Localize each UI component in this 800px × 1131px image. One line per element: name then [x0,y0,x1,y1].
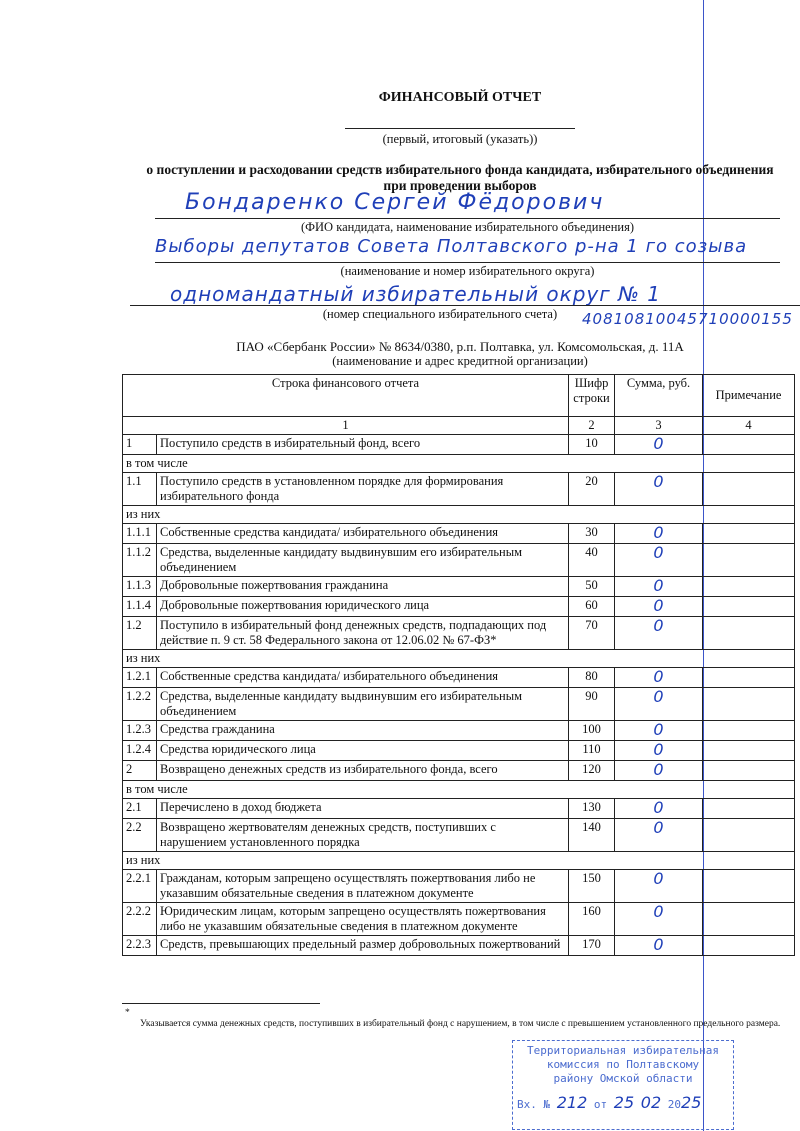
header-code: Шифр строки [569,375,615,417]
row-number: 2.2.2 [123,903,157,936]
table-row [123,577,795,597]
col-number: 2 [569,417,615,435]
row-code: 140 [569,819,615,852]
row-label: Возвращено жертвователям денежных средств, поступивших с нарушением установленного порядка [157,819,569,852]
table-row [123,524,795,544]
row-label: Перечислено в доход бюджета [157,799,569,819]
table-row [123,544,795,577]
sum-handwritten: 0 [653,798,664,817]
table-row [123,819,795,852]
sum-handwritten: 0 [653,596,664,615]
sum-handwritten: 0 [653,760,664,779]
table-subheader-row [123,650,795,668]
subheader-label: из них [123,852,795,870]
bank-name: ПАО «Сбербанк России» № 8634/0380, р.п. Полтавка, ул. Комсомольская, д. 11А [236,339,684,354]
sum-handwritten: 0 [653,902,664,921]
sum-handwritten: 0 [653,687,664,706]
row-number: 2.2 [123,819,157,852]
sum-handwritten: 0 [653,472,664,491]
footnote-separator [122,1003,320,1004]
row-sum [615,688,703,721]
subtitle-line1: о поступлении и расходовании средств избирательного фонда кандидата, избирательного объединения [146,162,774,177]
row-sum [615,668,703,688]
row-code: 90 [569,688,615,721]
stamp-date-day: 25 [613,1093,635,1112]
row-number: 1.1.3 [123,577,157,597]
subheader-label: из них [123,506,795,524]
row-note [703,668,795,688]
table-row [123,617,795,650]
row-number: 1.2.3 [123,721,157,741]
table-body [123,435,795,956]
table-row [123,473,795,506]
row-label: Возвращено денежных средств из избирательного фонда, всего [157,761,569,781]
row-note [703,597,795,617]
sum-handwritten: 0 [653,434,664,453]
row-label: Поступило в избирательный фонд денежных средств, подпадающих под действие п. 9 ст. 58 Федерального закона от 12.06.02 № 67-ФЗ* [157,617,569,650]
row-sum [615,721,703,741]
header-note: Примечание [703,375,795,417]
col-number: 1 [123,417,569,435]
row-number: 1 [123,435,157,455]
row-label: Средства, выделенные кандидату выдвинувшим его избирательным объединением [157,544,569,577]
row-note [703,617,795,650]
election-line [155,262,780,263]
candidate-line [155,218,780,219]
report-type-line [345,128,575,129]
row-code: 20 [569,473,615,506]
sum-handwritten: 0 [653,869,664,888]
row-label: Средства, выделенные кандидату выдвинувшим его избирательным объединением [157,688,569,721]
table-row [123,668,795,688]
stamp-date-label: от [593,1098,608,1111]
stamp-year-suffix: 25 [681,1093,702,1112]
row-number: 2 [123,761,157,781]
row-label: Добровольные пожертвования юридического лица [157,597,569,617]
stamp-in-number: 212 [556,1093,588,1112]
header-line: Строка финансового отчета [123,375,569,417]
row-note [703,819,795,852]
table-row [123,741,795,761]
footnote-mark: * [125,1008,130,1018]
row-note [703,799,795,819]
row-note [703,688,795,721]
header-sum: Сумма, руб. [615,375,703,417]
row-note [703,473,795,506]
row-label: Поступило средств в установленном порядке для формирования избирательного фонда [157,473,569,506]
table-row [123,903,795,936]
table-row [123,936,795,956]
table-subheader-row [123,781,795,799]
row-note [703,524,795,544]
row-sum [615,597,703,617]
row-number: 1.1.1 [123,524,157,544]
row-sum [615,544,703,577]
district-name-handwritten: одномандатный избирательный округ № 1 [170,282,662,306]
row-code: 80 [569,668,615,688]
subtitle-line2: при проведении выборов [383,178,537,193]
sum-handwritten: 0 [653,740,664,759]
row-code: 150 [569,870,615,903]
table-row [123,870,795,903]
table-row [123,597,795,617]
row-label: Поступило средств в избирательный фонд, всего [157,435,569,455]
row-label: Собственные средства кандидата/ избирательного объединения [157,668,569,688]
account-number-handwritten: 40810810045710000155 [582,310,793,328]
sum-handwritten: 0 [653,616,664,635]
row-sum [615,799,703,819]
table-row [123,435,795,455]
registration-stamp [512,1040,734,1130]
row-sum [615,524,703,544]
account-line [130,305,800,306]
row-label: Средства гражданина [157,721,569,741]
col-number: 4 [703,417,795,435]
row-note [703,903,795,936]
row-note [703,936,795,956]
stamp-registration [517,1093,729,1112]
table-row [123,688,795,721]
stamp-line: району Омской области [553,1072,693,1085]
row-number: 1.1 [123,473,157,506]
row-code: 170 [569,936,615,956]
row-sum [615,870,703,903]
row-number: 2.2.3 [123,936,157,956]
sum-handwritten: 0 [653,576,664,595]
stamp-year-prefix: 20 [667,1098,682,1111]
column-number-row [123,417,795,435]
row-number: 1.2.4 [123,741,157,761]
stamp-date-month: 02 [640,1093,662,1112]
row-code: 70 [569,617,615,650]
election-caption: (наименование и номер избирательного округа) [340,264,595,278]
row-code: 100 [569,721,615,741]
row-number: 2.2.1 [123,870,157,903]
row-code: 120 [569,761,615,781]
row-sum [615,903,703,936]
row-note [703,721,795,741]
sum-handwritten: 0 [653,818,664,837]
row-code: 10 [569,435,615,455]
row-label: Средства юридического лица [157,741,569,761]
table-row [123,799,795,819]
subheader-label: в том числе [123,455,795,473]
table-header-row [123,375,795,417]
row-code: 130 [569,799,615,819]
table-row [123,721,795,741]
row-number: 1.1.2 [123,544,157,577]
row-sum [615,819,703,852]
row-number: 1.2 [123,617,157,650]
row-label: Юридическим лицам, которым запрещено осуществлять пожертвования либо не указавшим обязательные сведения в платежном документе [157,903,569,936]
row-sum [615,435,703,455]
sum-handwritten: 0 [653,720,664,739]
sum-handwritten: 0 [653,667,664,686]
sum-handwritten: 0 [653,543,664,562]
stamp-line: комиссия по Полтавскому [546,1058,700,1071]
row-note [703,544,795,577]
row-label: Гражданам, которым запрещено осуществлять пожертвования либо не указавшим обязательные сведения в платежном документе [157,870,569,903]
row-number: 1.2.1 [123,668,157,688]
row-note [703,435,795,455]
financial-table [122,374,795,956]
row-code: 160 [569,903,615,936]
bank-caption: (наименование и адрес кредитной организации) [332,354,588,368]
row-code: 60 [569,597,615,617]
table-subheader-row [123,852,795,870]
row-sum [615,473,703,506]
footnote-text: Указывается сумма денежных средств, поступивших в избирательный фонд с нарушением, в том числе с превышением установленного предельного размера. [140,1019,781,1029]
row-label: Добровольные пожертвования гражданина [157,577,569,597]
row-sum [615,936,703,956]
row-number: 2.1 [123,799,157,819]
row-sum [615,577,703,597]
row-note [703,870,795,903]
row-note [703,741,795,761]
row-note [703,761,795,781]
stamp-in-label: Вх. № [517,1098,551,1111]
document-title: ФИНАНСОВЫЙ ОТЧЕТ [378,90,542,105]
row-code: 40 [569,544,615,577]
row-label: Средств, превышающих предельный размер добровольных пожертвований [157,936,569,956]
row-sum [615,741,703,761]
subheader-label: из них [123,650,795,668]
candidate-name-handwritten: Бондаренко Сергей Фёдорович [185,190,605,215]
account-caption: (номер специального избирательного счета) [322,307,558,321]
row-number: 1.1.4 [123,597,157,617]
row-sum [615,617,703,650]
row-sum [615,761,703,781]
sum-handwritten: 0 [653,935,664,954]
row-note [703,577,795,597]
row-code: 110 [569,741,615,761]
row-code: 30 [569,524,615,544]
row-label: Собственные средства кандидата/ избирательного объединения [157,524,569,544]
table-subheader-row [123,506,795,524]
table-row [123,761,795,781]
table-subheader-row [123,455,795,473]
row-number: 1.2.2 [123,688,157,721]
stamp-line: Территориальная избирательная [526,1044,720,1057]
col-number: 3 [615,417,703,435]
sum-handwritten: 0 [653,523,664,542]
subheader-label: в том числе [123,781,795,799]
candidate-caption: (ФИО кандидата, наименование избирательного объединения) [300,220,634,234]
row-code: 50 [569,577,615,597]
election-name-handwritten: Выборы депутатов Совета Полтавского р-на 1 го созыва [155,236,748,257]
report-type-caption: (первый, итоговый (указать)) [382,132,538,146]
